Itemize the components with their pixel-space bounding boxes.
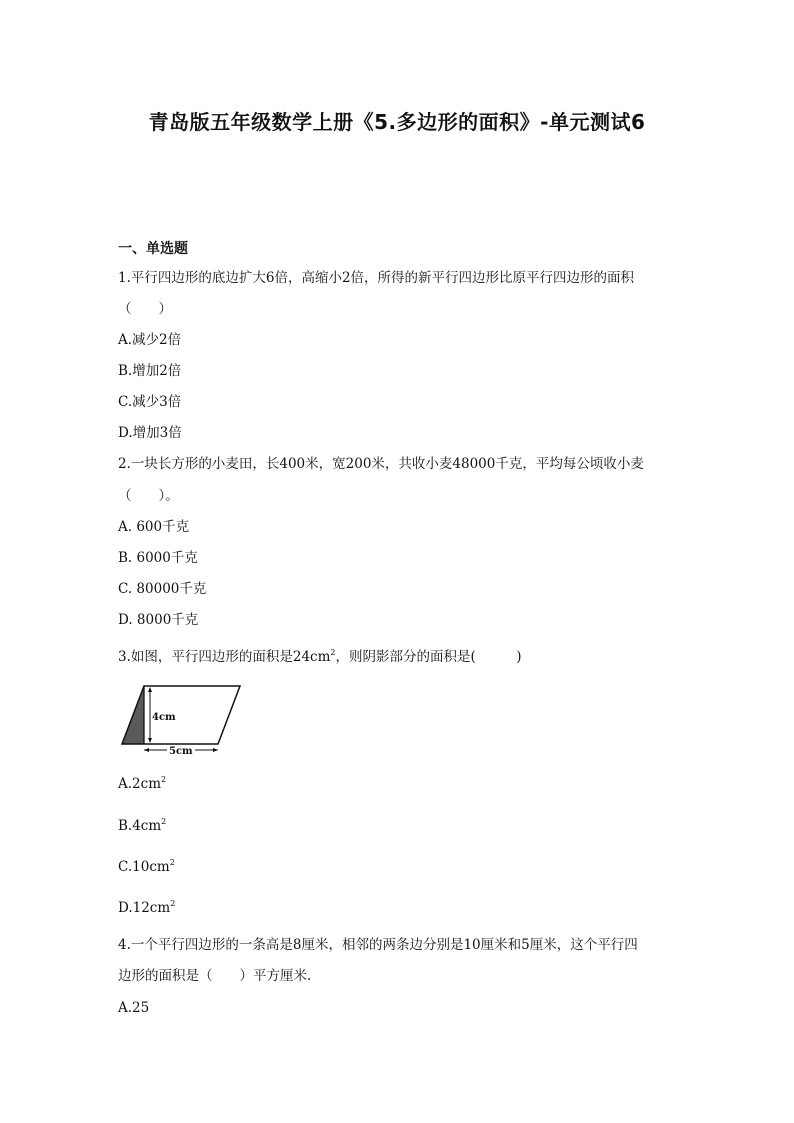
question-1-stem: 1.平行四边形的底边扩大6倍，高缩小2倍，所得的新平行四边形比原平行四边形的面积 [118, 270, 635, 286]
height-label: 4cm [152, 712, 176, 723]
question-1-option-b[interactable]: B.增加2倍 [118, 363, 182, 379]
question-2-option-b[interactable]: B. 6000千克 [118, 550, 198, 566]
question-3-stem [118, 648, 522, 666]
question-3-stem-post: ，则阴影部分的面积是( ) [335, 649, 522, 665]
question-3-stem-sup: 2 [330, 648, 336, 657]
question-4-stem-line2: 边形的面积是（ ）平方厘米. [118, 968, 312, 984]
question-2-option-d[interactable]: D. 8000千克 [118, 612, 199, 628]
question-2-stem: 2.一块长方形的小麦田，长400米，宽200米，共收小麦48000千克，平均每公顷收小麦 [118, 456, 644, 472]
option-sup: 2 [161, 775, 167, 784]
option-sup: 2 [169, 858, 175, 867]
section-title: 一、单选题 [118, 241, 188, 257]
question-1-option-d[interactable]: D.增加3倍 [118, 425, 182, 441]
question-2-option-a[interactable]: A. 600千克 [118, 519, 190, 535]
question-2-stem-blank: （ ）。 [118, 488, 179, 504]
question-4-stem: 4.一个平行四边形的一条高是8厘米，相邻的两条边分别是10厘米和5厘米，这个平行四 [118, 937, 638, 953]
question-1-option-c[interactable]: C.减少3倍 [118, 394, 182, 410]
parallelogram-figure [120, 684, 250, 764]
option-sup: 2 [170, 899, 176, 908]
height-arrow-head-top [148, 687, 152, 692]
question-3-option-a[interactable] [118, 775, 166, 793]
height-arrow-head-bottom [148, 738, 152, 743]
question-2-option-c[interactable]: C. 80000千克 [118, 581, 207, 597]
page-title: 青岛版五年级数学上册《5.多边形的面积》-单元测试6 [148, 110, 646, 134]
base-label: 5cm [169, 746, 193, 757]
option-text: C.10cm [118, 859, 170, 875]
question-1-stem-blank: （ ） [118, 301, 172, 317]
question-1-option-a[interactable]: A.减少2倍 [118, 332, 182, 348]
base-arrow-head-right [213, 748, 218, 752]
option-text: A.2cm [118, 776, 161, 792]
question-4-option-a[interactable]: A.25 [118, 1000, 150, 1016]
question-3-option-c[interactable] [118, 858, 175, 876]
parallelogram-diagram [120, 684, 250, 760]
base-arrow-head-left [144, 748, 149, 752]
question-3-option-d[interactable] [118, 899, 175, 917]
question-3-stem-pre: 3.如图，平行四边形的面积是24cm [118, 649, 331, 665]
option-sup: 2 [161, 817, 167, 826]
question-3-option-b[interactable] [118, 817, 166, 835]
option-text: D.12cm [118, 900, 171, 916]
option-text: B.4cm [118, 818, 162, 834]
